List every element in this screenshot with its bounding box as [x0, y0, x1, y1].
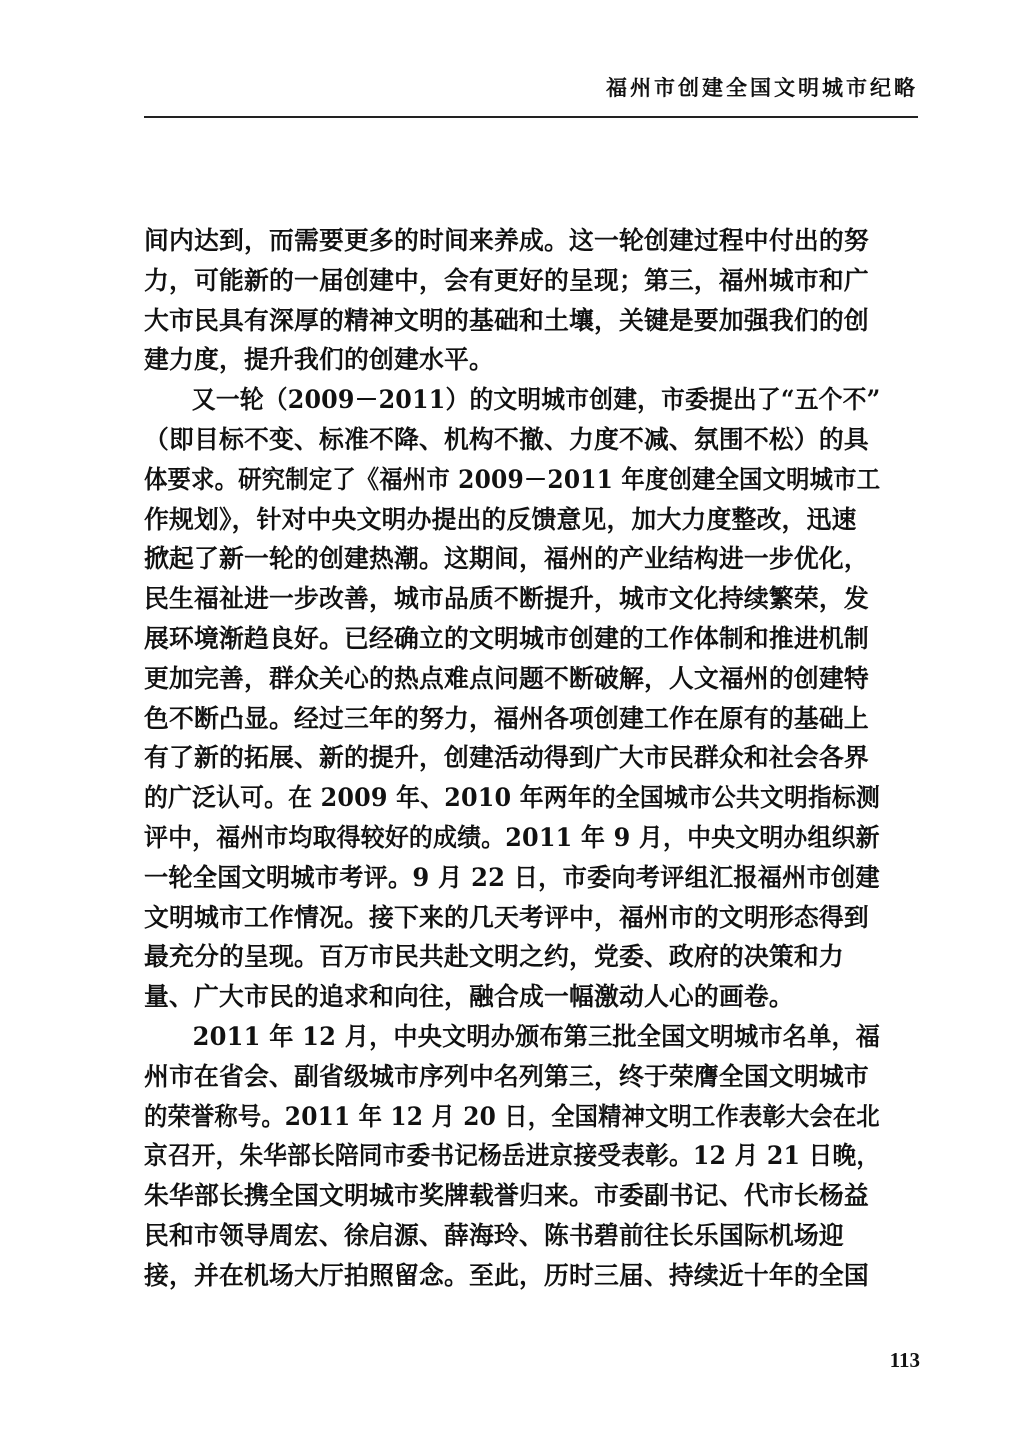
body-line: 最充分的呈现。百万市民共赴文明之约，党委、政府的决策和力	[144, 942, 844, 972]
body-text	[144, 221, 880, 1296]
body-line: 建力度，提升我们的创建水平。	[144, 345, 494, 375]
body-line: 体要求。研究制定了《福州市 2009－2011 年度创建全国文明城市工	[144, 464, 881, 494]
header-divider	[144, 116, 918, 118]
body-line: 州市在省会、副省级城市序列中名列第三，终于荣膺全国文明城市	[144, 1061, 869, 1091]
body-line: 量、广大市民的追求和向往，融合成一幅激动人心的画卷。	[144, 982, 794, 1012]
body-line: 民生福祉进一步改善，城市品质不断提升，城市文化持续繁荣，发	[144, 584, 869, 614]
body-line: 更加完善，群众关心的热点难点问题不断破解，人文福州的创建特	[144, 663, 869, 693]
body-line: 间内达到，而需要更多的时间来养成。这一轮创建过程中付出的努	[144, 226, 869, 255]
page-number: 113	[889, 1348, 920, 1372]
body-line: 掀起了新一轮的创建热潮。这期间，福州的产业结构进一步优化，	[144, 544, 869, 574]
body-line: 接，并在机场大厅拍照留念。至此，历时三届、持续近十年的全国	[144, 1260, 869, 1290]
body-line: 文明城市工作情况。接下来的几天考评中，福州市的文明形态得到	[144, 902, 869, 932]
body-line: 京召开，朱华部长陪同市委书记杨岳进京接受表彰。12 月 21 日晚，	[144, 1141, 881, 1171]
body-line: 展环境渐趋良好。已经确立的文明城市创建的工作体制和推进机制	[144, 623, 869, 653]
body-line: 作规划》，针对中央文明办提出的反馈意见，加大力度整改，迅速	[144, 504, 857, 534]
body-line: 有了新的拓展、新的提升，创建活动得到广大市民群众和社会各界	[144, 743, 869, 773]
body-line: 的荣誉称号。2011 年 12 月 20 日，全国精神文明工作表彰大会在北	[144, 1101, 880, 1131]
body-line: 色不断凸显。经过三年的努力，福州各项创建工作在原有的基础上	[144, 703, 869, 733]
body-line: 力，可能新的一届创建中，会有更好的呈现；第三，福州城市和广	[144, 265, 869, 295]
body-line: 的广泛认可。在 2009 年、2010 年两年的全国城市公共文明指标测	[144, 783, 881, 813]
body-line: 民和市领导周宏、徐启源、薛海玲、陈书碧前往长乐国际机场迎	[144, 1220, 844, 1250]
body-line: 朱华部长携全国文明城市奖牌载誉归来。市委副书记、代市长杨益	[144, 1181, 869, 1211]
running-header-title: 福州市创建全国文明城市纪略	[606, 75, 918, 100]
body-line: 又一轮（2009－2011）的文明城市创建，市委提出了“五个不”	[144, 385, 881, 415]
body-line: 一轮全国文明城市考评。9 月 22 日，市委向考评组汇报福州市创建	[144, 862, 880, 892]
body-line: （即目标不变、标准不降、机构不撤、力度不减、氛围不松）的具	[144, 424, 869, 454]
body-line: 大市民具有深厚的精神文明的基础和土壤，关键是要加强我们的创	[144, 305, 869, 335]
body-line: 评中，福州市均取得较好的成绩。2011 年 9 月，中央文明办组织新	[144, 822, 880, 852]
body-line: 2011 年 12 月，中央文明办颁布第三批全国文明城市名单，福	[144, 1021, 881, 1051]
